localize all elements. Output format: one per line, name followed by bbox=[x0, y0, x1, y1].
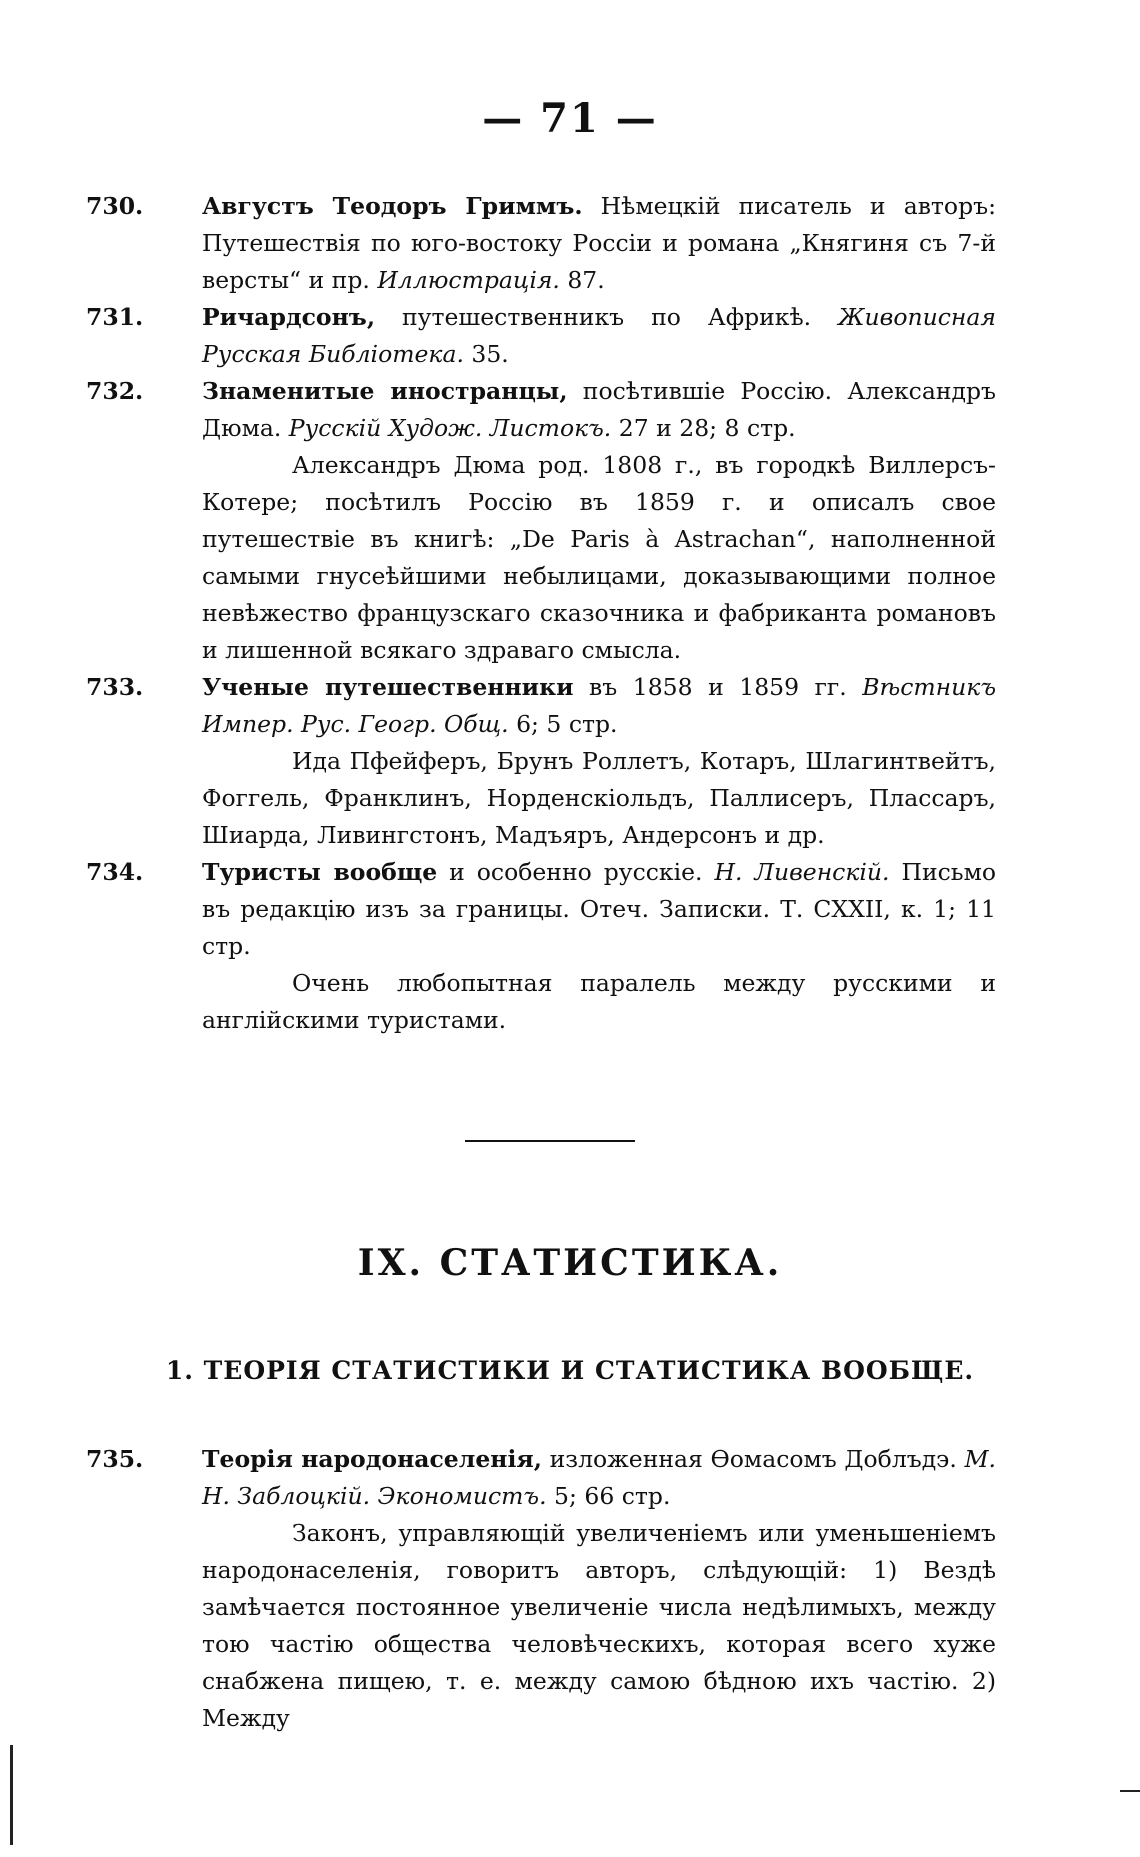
subsection-title: 1. ТЕОРІЯ СТАТИСТИКИ И СТАТИСТИКА ВООБЩЕ. bbox=[165, 1356, 975, 1385]
entry-733 bbox=[86, 669, 996, 854]
entry-731 bbox=[86, 299, 996, 373]
entry-note: Ида Пфейферъ, Брунъ Роллетъ, Котаръ, Шлагинтвейтъ, Фоггель, Франклинъ, Норденскіольдъ, Паллисеръ, Плассаръ, Шиарда, Ливингстонъ, Мадъяръ, Андерсонъ и др. bbox=[202, 747, 996, 849]
entry-number: 730. bbox=[86, 192, 144, 220]
entry-tail: 87. bbox=[559, 266, 605, 294]
entry-title: Теорія народонаселенія, bbox=[202, 1445, 542, 1473]
entry-text: путешественникъ по Африкѣ. bbox=[375, 303, 839, 331]
entry-text: изложенная Ѳомасомъ Доблъдэ. bbox=[541, 1445, 965, 1473]
entry-source: Иллюстрація. bbox=[377, 266, 560, 294]
entry-title: Знаменитые иностранцы, bbox=[202, 377, 568, 405]
entry-tail: 6; 5 стр. bbox=[508, 710, 618, 738]
entry-tail: 5; 66 стр. bbox=[546, 1482, 671, 1510]
entry-title: Ричардсонъ, bbox=[202, 303, 376, 331]
entry-note: Александръ Дюма род. 1808 г., въ городкѣ Виллерсъ-Котере; посѣтилъ Россію въ 1859 г. и описалъ свое путешествіе въ книгѣ: „De Paris à Astrachan“, наполненной самыми гнусеѣйшими небылицами, доказывающими полное невѣжество французскаго сказочника и фабриканта романовъ и лишенной всякаго здраваго смысла. bbox=[202, 451, 996, 664]
entry-source: Н. Ливенскій. bbox=[714, 858, 890, 886]
section-divider bbox=[465, 1140, 635, 1142]
entry-title: Ученые путешественники bbox=[202, 673, 574, 701]
entry-text: Нѣмецкій писатель и авторъ: Путешествія по юго-востоку Россіи и романа „Княгиня съ 7-й версты“ и пр. bbox=[202, 192, 996, 294]
entry-source: Вѣстникъ Импер. Рус. Геогр. Общ. bbox=[202, 673, 996, 738]
scan-edge-mark bbox=[1120, 1790, 1140, 1792]
entry-source: Русскій Худож. Листокъ. bbox=[288, 414, 612, 442]
entry-text: въ 1858 и 1859 гг. bbox=[573, 673, 863, 701]
scan-edge-mark bbox=[10, 1745, 13, 1845]
entry-number: 733. bbox=[86, 673, 144, 701]
entry-number: 734. bbox=[86, 858, 144, 886]
bibliography-entries bbox=[86, 188, 996, 1039]
entry-source: М. Н. Заблоцкій. Экономистъ. bbox=[202, 1445, 996, 1510]
entry-number: 735. bbox=[86, 1445, 144, 1473]
page-number: — 71 — bbox=[482, 95, 658, 142]
entry-734 bbox=[86, 854, 996, 1039]
entry-tail: 27 и 28; 8 стр. bbox=[611, 414, 796, 442]
entry-text: посѣтившіе Россію. Александръ Дюма. bbox=[202, 377, 996, 442]
entry-title: Туристы вообще bbox=[202, 858, 438, 886]
section-title: IX. СТАТИСТИКА. bbox=[357, 1242, 783, 1284]
entry-number: 732. bbox=[86, 377, 144, 405]
entry-note: Законъ, управляющій увеличеніемъ или уменьшеніемъ народонаселенія, говоритъ авторъ, слѣдующій: 1) Вездѣ замѣчается постоянное увеличеніе числа недѣлимыхъ, между тою частію общества человѣческихъ, которая всего хуже снабжена пищею, т. е. между самою бѣдною ихъ частію. 2) Между bbox=[202, 1519, 996, 1732]
entry-tail: 35. bbox=[463, 340, 509, 368]
entry-title: Августъ Теодоръ Гриммъ. bbox=[202, 192, 583, 220]
entry-source: Живописная Русская Библіотека. bbox=[202, 303, 996, 368]
entry-730 bbox=[86, 188, 996, 299]
entry-735 bbox=[86, 1441, 996, 1737]
entry-text: и особенно русскіе. bbox=[437, 858, 715, 886]
bibliography-entries-statistics bbox=[86, 1441, 996, 1737]
entry-tail: Письмо въ редакцію изъ за границы. Отеч. Записки. Т. CXXII, к. 1; 11 стр. bbox=[202, 858, 996, 960]
entry-note: Очень любопытная паралель между русскими и англійскими туристами. bbox=[202, 969, 996, 1034]
entry-number: 731. bbox=[86, 303, 144, 331]
entry-732 bbox=[86, 373, 996, 669]
